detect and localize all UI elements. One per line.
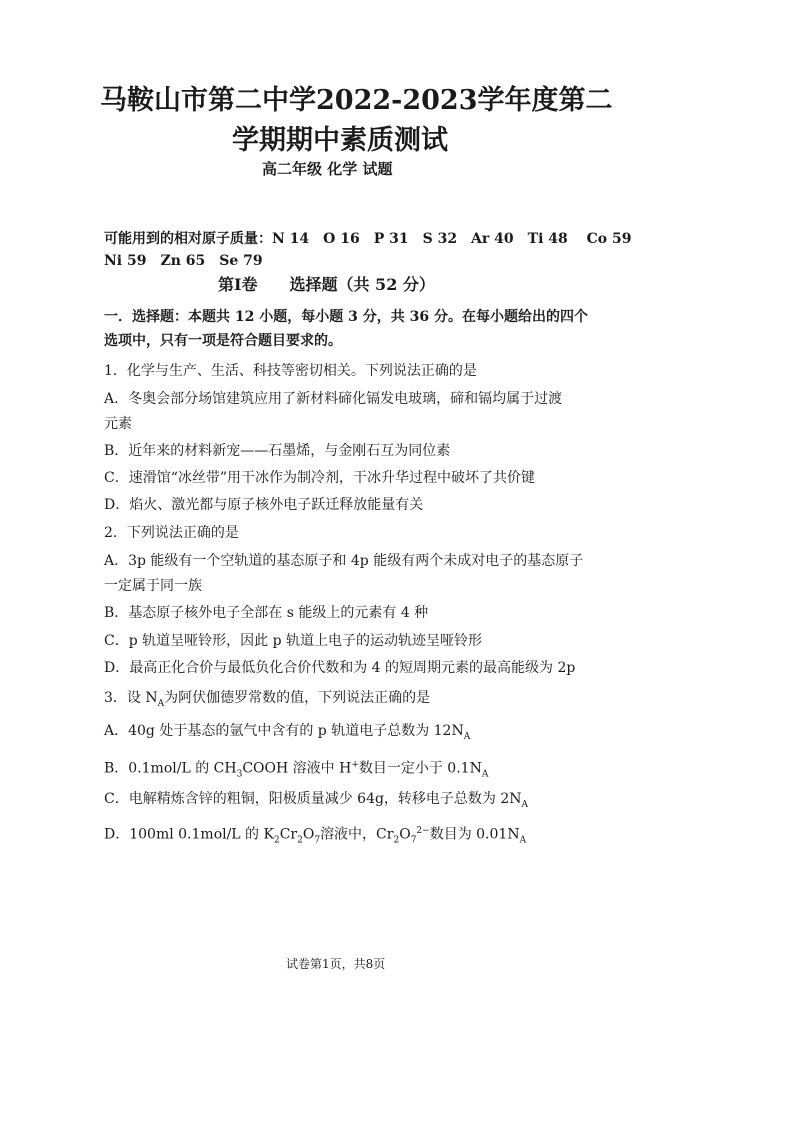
- question-1-option-a: A．冬奥会部分场馆建筑应用了新材料碲化镉发电玻璃，碲和镉均属于过渡: [104, 391, 563, 407]
- question-1-option-c: C．速滑馆“冰丝带”用干冰作为制冷剂，干冰升华过程中破坏了共价键: [104, 470, 536, 486]
- question-3-option-d: D．100ml 0.1mol/L 的 $K_2Cr_2O_7$溶液中，$Cr_2O_7^{2-}$数目为 $0.01N_A$: [104, 826, 527, 846]
- atomic-masses-line1: 可能用到的相对原子质量：N 14 O 16 P 31 S 32 Ar 40 Ti 48 Co 59: [104, 231, 632, 247]
- question-2-option-a: A．3p 能级有一个空轨道的基态原子和 4p 能级有两个未成对电子的基态原子: [104, 553, 584, 569]
- question-3-stem: 3．设 $N_A$为阿伏伽德罗常数的值，下列说法正确的是: [104, 690, 431, 709]
- question-2-stem: 2．下列说法正确的是: [104, 525, 239, 541]
- question-2-option-d: D．最高正化合价与最低负化合价代数和为 4 的短周期元素的最高能级为 2p: [104, 660, 576, 676]
- question-2-option-a-cont: 一定属于同一族: [104, 578, 202, 594]
- section-title: 第Ⅰ卷 选择题（共 52 分）: [218, 275, 435, 294]
- instructions-line2: 选项中，只有一项是符合题目要求的。: [104, 333, 342, 349]
- question-3-option-c: C．电解精炼含锌的粗铜，阳极质量减少 64g，转移电子总数为 $2N_A$: [104, 791, 529, 810]
- atomic-masses-line2: Ni 59 Zn 65 Se 79: [104, 253, 263, 269]
- question-1-stem: 1．化学与生产、生活、科技等密切相关。下列说法正确的是: [104, 363, 477, 379]
- instructions-line1: 一．选择题：本题共 12 小题，每小题 3 分，共 36 分。在每小题给出的四个: [104, 309, 588, 325]
- question-2-option-b: B．基态原子核外电子全部在 s 能级上的元素有 4 种: [104, 605, 429, 621]
- page-footer: 试卷第1页，共8页: [286, 957, 386, 971]
- exam-title-line2: 学期期中素质测试: [232, 125, 448, 156]
- exam-title-line1: 马鞍山市第二中学2022-2023学年度第二: [100, 85, 613, 116]
- exam-subtitle: 高二年级 化学 试题: [262, 160, 393, 178]
- question-3-option-b: B．0.1mol/L 的 $CH_3COOH$ 溶液中 H+数目一定小于 $0.1N_A$: [104, 760, 489, 780]
- question-1-option-b: B．近年来的材料新宠——石墨烯，与金刚石互为同位素: [104, 443, 451, 459]
- question-2-option-c: C．p 轨道呈哑铃形，因此 p 轨道上电子的运动轨迹呈哑铃形: [104, 633, 482, 649]
- question-1-option-d: D．焰火、激光都与原子核外电子跃迁释放能量有关: [104, 497, 424, 513]
- question-1-option-a-cont: 元素: [104, 416, 132, 432]
- question-3-option-a: A．40g 处于基态的氩气中含有的 p 轨道电子总数为 $12N_A$: [104, 723, 471, 742]
